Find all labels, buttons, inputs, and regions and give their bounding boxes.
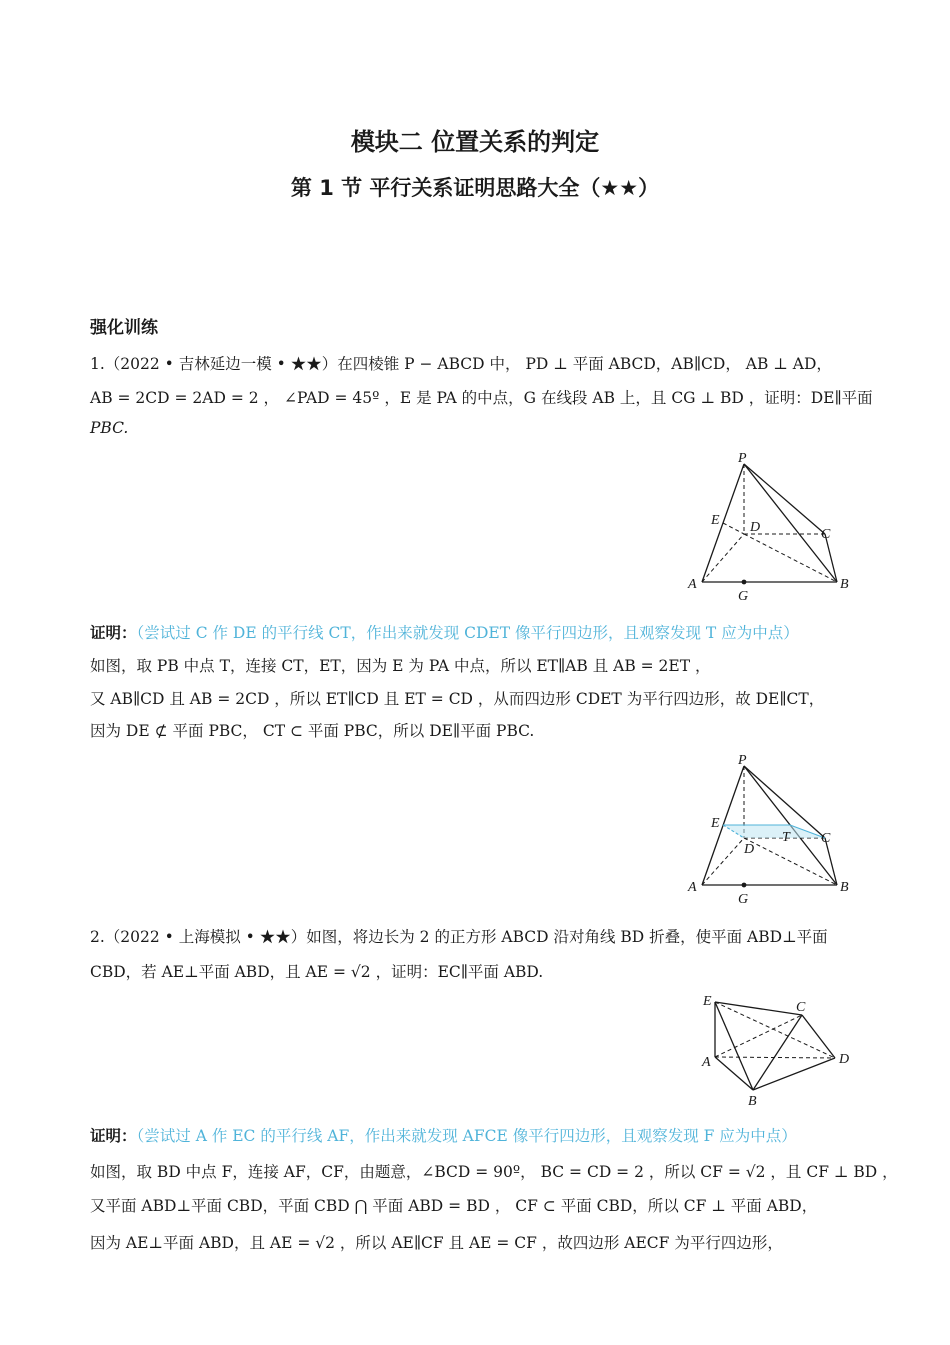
problem1-line1: 1.（2022 • 吉林延边一模 • ★★）在四棱锥 P − ABCD 中， PD ⊥ 平面 ABCD，AB∥CD， AB ⊥ AD， xyxy=(90,355,832,373)
label-P: P xyxy=(738,753,747,768)
section-heading: 强化训练 xyxy=(90,318,158,338)
label-E: E xyxy=(703,994,712,1009)
label-T: T xyxy=(782,830,790,845)
proof2-hint: （尝试过 A 作 EC 的平行线 AF，作出来就发现 AFCE 像平行四边形，且观察发现 F 应为中点） xyxy=(136,1127,797,1145)
proof2-line2: 又平面 ABD⊥平面 CBD，平面 CBD ⋂ 平面 ABD = BD ， CF ⊂ 平面 CBD，所以 CF ⊥ 平面 ABD， xyxy=(90,1197,818,1215)
proof1-line3: 因为 DE ⊄ 平面 PBC， CT ⊂ 平面 PBC，所以 DE∥平面 PBC. xyxy=(90,722,535,740)
label-E: E xyxy=(711,816,720,831)
proof2-line1: 如图，取 BD 中点 F，连接 AF，CF，由题意，∠BCD = 90º， BC = CD = 2 ，所以 CF = √2 ，且 CF ⊥ BD ， xyxy=(90,1163,898,1181)
label-A: A xyxy=(688,880,697,895)
label-C: C xyxy=(821,527,831,542)
label-G: G xyxy=(738,892,749,907)
label-D: D xyxy=(839,1052,850,1067)
page-title: 模块二 位置关系的判定 xyxy=(350,128,600,156)
label-P: P xyxy=(738,451,747,466)
problem2-line2: CBD，若 AE⊥平面 ABD，且 AE = √2 ，证明：EC∥平面 ABD. xyxy=(90,963,544,981)
label-C: C xyxy=(796,1000,806,1015)
proof1-label: 证明： xyxy=(90,624,137,642)
figure-folded-square xyxy=(695,990,865,1110)
label-E: E xyxy=(711,513,720,528)
label-D: D xyxy=(750,520,761,535)
label-B: B xyxy=(840,880,849,895)
label-A: A xyxy=(702,1055,711,1070)
proof1-line2: 又 AB∥CD 且 AB = 2CD ，所以 ET∥CD 且 ET = CD ，从而四边形 CDET 为平行四边形，故 DE∥CT， xyxy=(90,690,825,708)
figure-pyramid-2 xyxy=(680,752,860,907)
label-D: D xyxy=(744,842,755,857)
label-G: G xyxy=(738,589,749,604)
problem2-line1: 2.（2022 • 上海模拟 • ★★）如图，将边长为 2 的正方形 ABCD 沿对角线 BD 折叠，使平面 ABD⊥平面 xyxy=(90,928,828,946)
proof2-label: 证明： xyxy=(90,1127,137,1145)
figure-pyramid-1 xyxy=(680,448,860,608)
label-B: B xyxy=(840,577,849,592)
proof1-line1: 如图，取 PB 中点 T，连接 CT，ET，因为 E 为 PA 中点，所以 ET∥AB 且 AB = 2ET ， xyxy=(90,657,711,675)
proof2-line3: 因为 AE⊥平面 ABD，且 AE = √2 ，所以 AE∥CF 且 AE = CF ，故四边形 AECF 为平行四边形， xyxy=(90,1234,783,1252)
problem1-line2: AB = 2CD = 2AD = 2 ， ∠PAD = 45º ，E 是 PA 的中点，G 在线段 AB 上，且 CG ⊥ BD ，证明：DE∥平面 xyxy=(90,389,873,407)
label-C: C xyxy=(821,831,831,846)
label-A: A xyxy=(688,577,697,592)
proof1-header xyxy=(90,621,799,643)
proof2-header xyxy=(90,1124,797,1146)
section-subtitle: 第 1 节 平行关系证明思路大全（★★） xyxy=(290,176,660,200)
problem1-line3: PBC. xyxy=(90,419,129,437)
proof1-hint: （尝试过 C 作 DE 的平行线 CT，作出来就发现 CDET 像平行四边形，且观察发现 T 应为中点） xyxy=(136,624,799,642)
label-B: B xyxy=(748,1094,757,1109)
